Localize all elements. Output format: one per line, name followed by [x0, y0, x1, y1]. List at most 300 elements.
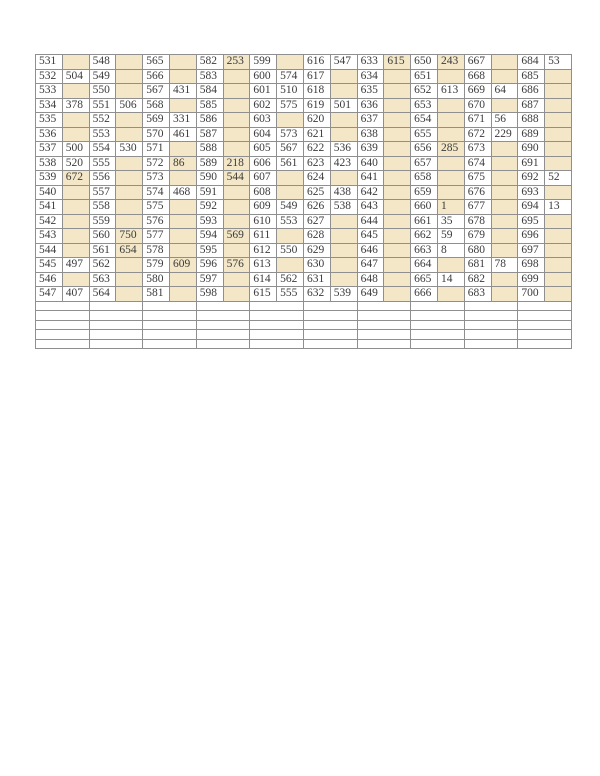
empty-cell [303, 301, 357, 311]
number-cell-612: 612 [250, 243, 277, 258]
value-cell-531 [62, 55, 89, 70]
empty-cell [89, 339, 143, 349]
document-page [35, 54, 572, 349]
number-cell-539: 539 [36, 171, 63, 186]
value-cell-557 [116, 185, 143, 200]
value-cell-639 [384, 142, 411, 157]
number-cell-546: 546 [36, 272, 63, 287]
number-cell-534: 534 [36, 98, 63, 113]
value-cell-563 [116, 272, 143, 287]
empty-cell [196, 301, 250, 311]
value-cell-558 [116, 200, 143, 215]
value-cell-694: 13 [545, 200, 572, 215]
number-cell-670: 670 [464, 98, 491, 113]
empty-cell [36, 311, 90, 321]
number-cell-541: 541 [36, 200, 63, 215]
empty-cell [143, 320, 197, 330]
number-cell-621: 621 [303, 127, 330, 142]
value-cell-580 [169, 272, 196, 287]
value-cell-657 [437, 156, 464, 171]
table-row [36, 55, 572, 70]
value-cell-644 [384, 214, 411, 229]
number-cell-565: 565 [143, 55, 170, 70]
empty-cell [36, 320, 90, 330]
value-cell-654 [437, 113, 464, 128]
empty-cell [464, 339, 518, 349]
number-cell-587: 587 [196, 127, 223, 142]
empty-cell [464, 320, 518, 330]
value-cell-677 [491, 200, 518, 215]
value-cell-593 [223, 214, 250, 229]
number-cell-586: 586 [196, 113, 223, 128]
number-cell-677: 677 [464, 200, 491, 215]
number-cell-543: 543 [36, 229, 63, 244]
number-cell-557: 557 [89, 185, 116, 200]
number-cell-638: 638 [357, 127, 384, 142]
value-cell-533 [62, 84, 89, 99]
value-cell-633: 615 [384, 55, 411, 70]
number-cell-680: 680 [464, 243, 491, 258]
number-cell-542: 542 [36, 214, 63, 229]
value-cell-619: 501 [330, 98, 357, 113]
value-cell-667 [491, 55, 518, 70]
value-cell-651 [437, 69, 464, 84]
number-cell-693: 693 [518, 185, 545, 200]
number-cell-603: 603 [250, 113, 277, 128]
value-cell-617 [330, 69, 357, 84]
number-cell-699: 699 [518, 272, 545, 287]
value-cell-624 [330, 171, 357, 186]
number-cell-564: 564 [89, 287, 116, 302]
value-cell-595 [223, 243, 250, 258]
number-cell-675: 675 [464, 171, 491, 186]
number-cell-630: 630 [303, 258, 330, 273]
number-cell-691: 691 [518, 156, 545, 171]
number-cell-698: 698 [518, 258, 545, 273]
value-cell-642 [384, 185, 411, 200]
value-cell-700 [545, 287, 572, 302]
number-cell-645: 645 [357, 229, 384, 244]
empty-cell [143, 301, 197, 311]
value-cell-625: 438 [330, 185, 357, 200]
number-cell-548: 548 [89, 55, 116, 70]
number-cell-671: 671 [464, 113, 491, 128]
value-cell-604: 573 [277, 127, 304, 142]
value-cell-574: 468 [169, 185, 196, 200]
value-cell-621 [330, 127, 357, 142]
table-row [36, 258, 572, 273]
empty-cell [303, 311, 357, 321]
empty-cell [518, 330, 572, 340]
number-cell-569: 569 [143, 113, 170, 128]
value-cell-627 [330, 214, 357, 229]
number-cell-631: 631 [303, 272, 330, 287]
number-cell-628: 628 [303, 229, 330, 244]
number-cell-651: 651 [411, 69, 438, 84]
value-cell-678 [491, 214, 518, 229]
number-cell-679: 679 [464, 229, 491, 244]
value-cell-553 [116, 127, 143, 142]
number-cell-588: 588 [196, 142, 223, 157]
number-cell-580: 580 [143, 272, 170, 287]
value-cell-591 [223, 185, 250, 200]
number-cell-625: 625 [303, 185, 330, 200]
empty-cell [303, 339, 357, 349]
number-cell-614: 614 [250, 272, 277, 287]
number-cell-637: 637 [357, 113, 384, 128]
empty-cell [303, 330, 357, 340]
value-cell-586 [223, 113, 250, 128]
value-cell-659 [437, 185, 464, 200]
empty-cell [143, 311, 197, 321]
number-cell-662: 662 [411, 229, 438, 244]
number-cell-554: 554 [89, 142, 116, 157]
number-cell-573: 573 [143, 171, 170, 186]
number-cell-647: 647 [357, 258, 384, 273]
number-cell-601: 601 [250, 84, 277, 99]
number-cell-561: 561 [89, 243, 116, 258]
value-cell-695 [545, 214, 572, 229]
number-cell-558: 558 [89, 200, 116, 215]
empty-cell [357, 330, 411, 340]
empty-cell [250, 301, 304, 311]
value-cell-696 [545, 229, 572, 244]
value-cell-679 [491, 229, 518, 244]
number-cell-626: 626 [303, 200, 330, 215]
value-cell-692: 52 [545, 171, 572, 186]
grid-body [36, 55, 572, 349]
table-row [36, 113, 572, 128]
number-cell-556: 556 [89, 171, 116, 186]
number-cell-649: 649 [357, 287, 384, 302]
number-cell-595: 595 [196, 243, 223, 258]
empty-cell [464, 330, 518, 340]
number-cell-650: 650 [411, 55, 438, 70]
table-row [36, 287, 572, 302]
empty-cell [143, 330, 197, 340]
number-cell-676: 676 [464, 185, 491, 200]
value-cell-609: 549 [277, 200, 304, 215]
table-row [36, 171, 572, 186]
empty-cell [518, 311, 572, 321]
number-cell-661: 661 [411, 214, 438, 229]
number-cell-608: 608 [250, 185, 277, 200]
value-cell-648 [384, 272, 411, 287]
value-cell-534: 378 [62, 98, 89, 113]
number-cell-655: 655 [411, 127, 438, 142]
number-cell-572: 572 [143, 156, 170, 171]
empty-cell [411, 339, 465, 349]
number-cell-545: 545 [36, 258, 63, 273]
empty-filler-row [36, 320, 572, 330]
number-cell-697: 697 [518, 243, 545, 258]
value-cell-673 [491, 142, 518, 157]
number-cell-538: 538 [36, 156, 63, 171]
number-cell-582: 582 [196, 55, 223, 70]
empty-filler-row [36, 311, 572, 321]
value-cell-663: 8 [437, 243, 464, 258]
number-cell-606: 606 [250, 156, 277, 171]
empty-cell [89, 301, 143, 311]
empty-filler-row [36, 301, 572, 311]
value-cell-601: 510 [277, 84, 304, 99]
number-cell-636: 636 [357, 98, 384, 113]
value-cell-596: 576 [223, 258, 250, 273]
number-cell-624: 624 [303, 171, 330, 186]
number-cell-552: 552 [89, 113, 116, 128]
empty-cell [411, 311, 465, 321]
empty-cell [357, 339, 411, 349]
empty-cell [196, 330, 250, 340]
number-cell-531: 531 [36, 55, 63, 70]
value-cell-560: 750 [116, 229, 143, 244]
number-cell-623: 623 [303, 156, 330, 171]
empty-cell [518, 339, 572, 349]
number-cell-544: 544 [36, 243, 63, 258]
value-cell-552 [116, 113, 143, 128]
number-cell-611: 611 [250, 229, 277, 244]
number-cell-560: 560 [89, 229, 116, 244]
value-cell-588 [223, 142, 250, 157]
table-row [36, 214, 572, 229]
value-cell-632: 539 [330, 287, 357, 302]
value-cell-573 [169, 171, 196, 186]
table-row [36, 185, 572, 200]
number-cell-646: 646 [357, 243, 384, 258]
value-cell-618 [330, 84, 357, 99]
value-cell-650: 243 [437, 55, 464, 70]
empty-cell [36, 301, 90, 311]
value-cell-561: 654 [116, 243, 143, 258]
number-cell-576: 576 [143, 214, 170, 229]
value-cell-661: 35 [437, 214, 464, 229]
value-cell-689 [545, 127, 572, 142]
value-cell-543 [62, 229, 89, 244]
value-cell-546 [62, 272, 89, 287]
value-cell-655 [437, 127, 464, 142]
value-cell-551: 506 [116, 98, 143, 113]
number-cell-689: 689 [518, 127, 545, 142]
value-cell-664 [437, 258, 464, 273]
number-cell-684: 684 [518, 55, 545, 70]
number-cell-583: 583 [196, 69, 223, 84]
number-cell-685: 685 [518, 69, 545, 84]
value-cell-623: 423 [330, 156, 357, 171]
value-cell-602: 575 [277, 98, 304, 113]
empty-filler-row [36, 339, 572, 349]
value-cell-612: 550 [277, 243, 304, 258]
number-cell-653: 653 [411, 98, 438, 113]
empty-cell [196, 311, 250, 321]
value-cell-611 [277, 229, 304, 244]
number-cell-633: 633 [357, 55, 384, 70]
value-cell-629 [330, 243, 357, 258]
number-cell-591: 591 [196, 185, 223, 200]
value-cell-566 [169, 69, 196, 84]
number-cell-533: 533 [36, 84, 63, 99]
value-cell-570: 461 [169, 127, 196, 142]
value-cell-608 [277, 185, 304, 200]
number-cell-664: 664 [411, 258, 438, 273]
value-cell-628 [330, 229, 357, 244]
value-cell-532: 504 [62, 69, 89, 84]
number-cell-547: 547 [36, 287, 63, 302]
value-cell-584 [223, 84, 250, 99]
value-cell-535 [62, 113, 89, 128]
number-cell-562: 562 [89, 258, 116, 273]
value-cell-656: 285 [437, 142, 464, 157]
number-cell-570: 570 [143, 127, 170, 142]
value-cell-554: 530 [116, 142, 143, 157]
number-cell-687: 687 [518, 98, 545, 113]
table-row [36, 229, 572, 244]
number-cell-694: 694 [518, 200, 545, 215]
number-cell-607: 607 [250, 171, 277, 186]
value-cell-690 [545, 142, 572, 157]
number-cell-551: 551 [89, 98, 116, 113]
value-cell-555 [116, 156, 143, 171]
empty-cell [250, 311, 304, 321]
value-cell-585 [223, 98, 250, 113]
value-cell-683 [491, 287, 518, 302]
value-cell-599 [277, 55, 304, 70]
value-cell-641 [384, 171, 411, 186]
number-cell-620: 620 [303, 113, 330, 128]
value-cell-536 [62, 127, 89, 142]
value-cell-597 [223, 272, 250, 287]
value-cell-646 [384, 243, 411, 258]
number-cell-669: 669 [464, 84, 491, 99]
value-cell-613 [277, 258, 304, 273]
empty-cell [357, 311, 411, 321]
table-row [36, 142, 572, 157]
value-cell-671: 56 [491, 113, 518, 128]
number-cell-635: 635 [357, 84, 384, 99]
value-cell-549 [116, 69, 143, 84]
value-cell-576 [169, 214, 196, 229]
value-cell-687 [545, 98, 572, 113]
number-cell-695: 695 [518, 214, 545, 229]
value-cell-539: 672 [62, 171, 89, 186]
number-cell-615: 615 [250, 287, 277, 302]
number-cell-672: 672 [464, 127, 491, 142]
number-cell-644: 644 [357, 214, 384, 229]
empty-cell [464, 311, 518, 321]
value-cell-616: 547 [330, 55, 357, 70]
number-cell-585: 585 [196, 98, 223, 113]
number-cell-536: 536 [36, 127, 63, 142]
table-row [36, 200, 572, 215]
value-cell-578 [169, 243, 196, 258]
number-cell-579: 579 [143, 258, 170, 273]
number-cell-618: 618 [303, 84, 330, 99]
value-cell-537: 500 [62, 142, 89, 157]
number-cell-589: 589 [196, 156, 223, 171]
number-cell-654: 654 [411, 113, 438, 128]
empty-cell [357, 320, 411, 330]
value-cell-556 [116, 171, 143, 186]
number-cell-609: 609 [250, 200, 277, 215]
number-cell-532: 532 [36, 69, 63, 84]
empty-cell [303, 320, 357, 330]
value-cell-564 [116, 287, 143, 302]
number-cell-584: 584 [196, 84, 223, 99]
empty-cell [89, 320, 143, 330]
value-cell-538: 520 [62, 156, 89, 171]
value-cell-606: 561 [277, 156, 304, 171]
value-cell-579: 609 [169, 258, 196, 273]
value-cell-670 [491, 98, 518, 113]
value-cell-652: 613 [437, 84, 464, 99]
value-cell-559 [116, 214, 143, 229]
table-row [36, 127, 572, 142]
value-cell-681: 78 [491, 258, 518, 273]
empty-cell [518, 301, 572, 311]
value-cell-669: 64 [491, 84, 518, 99]
value-cell-614: 562 [277, 272, 304, 287]
number-cell-673: 673 [464, 142, 491, 157]
value-cell-569: 331 [169, 113, 196, 128]
empty-cell [36, 339, 90, 349]
empty-cell [411, 320, 465, 330]
number-cell-599: 599 [250, 55, 277, 70]
number-cell-690: 690 [518, 142, 545, 157]
number-cell-617: 617 [303, 69, 330, 84]
number-cell-639: 639 [357, 142, 384, 157]
value-cell-682 [491, 272, 518, 287]
value-cell-545: 497 [62, 258, 89, 273]
value-cell-547: 407 [62, 287, 89, 302]
number-cell-640: 640 [357, 156, 384, 171]
value-cell-698 [545, 258, 572, 273]
value-cell-622: 536 [330, 142, 357, 157]
value-cell-540 [62, 185, 89, 200]
value-cell-660: 1 [437, 200, 464, 215]
empty-cell [89, 330, 143, 340]
value-cell-603 [277, 113, 304, 128]
value-cell-548 [116, 55, 143, 70]
number-cell-658: 658 [411, 171, 438, 186]
value-cell-575 [169, 200, 196, 215]
number-cell-578: 578 [143, 243, 170, 258]
empty-cell [357, 301, 411, 311]
value-cell-631 [330, 272, 357, 287]
value-cell-635 [384, 84, 411, 99]
number-cell-668: 668 [464, 69, 491, 84]
value-cell-636 [384, 98, 411, 113]
number-cell-592: 592 [196, 200, 223, 215]
empty-filler-row [36, 330, 572, 340]
number-value-table [35, 54, 572, 349]
number-cell-613: 613 [250, 258, 277, 273]
value-cell-674 [491, 156, 518, 171]
value-cell-666 [437, 287, 464, 302]
table-row [36, 272, 572, 287]
number-cell-629: 629 [303, 243, 330, 258]
number-cell-568: 568 [143, 98, 170, 113]
number-cell-535: 535 [36, 113, 63, 128]
table-row [36, 98, 572, 113]
value-cell-541 [62, 200, 89, 215]
value-cell-607 [277, 171, 304, 186]
value-cell-626: 538 [330, 200, 357, 215]
value-cell-637 [384, 113, 411, 128]
empty-cell [196, 339, 250, 349]
empty-cell [464, 301, 518, 311]
value-cell-600: 574 [277, 69, 304, 84]
number-cell-674: 674 [464, 156, 491, 171]
number-cell-692: 692 [518, 171, 545, 186]
